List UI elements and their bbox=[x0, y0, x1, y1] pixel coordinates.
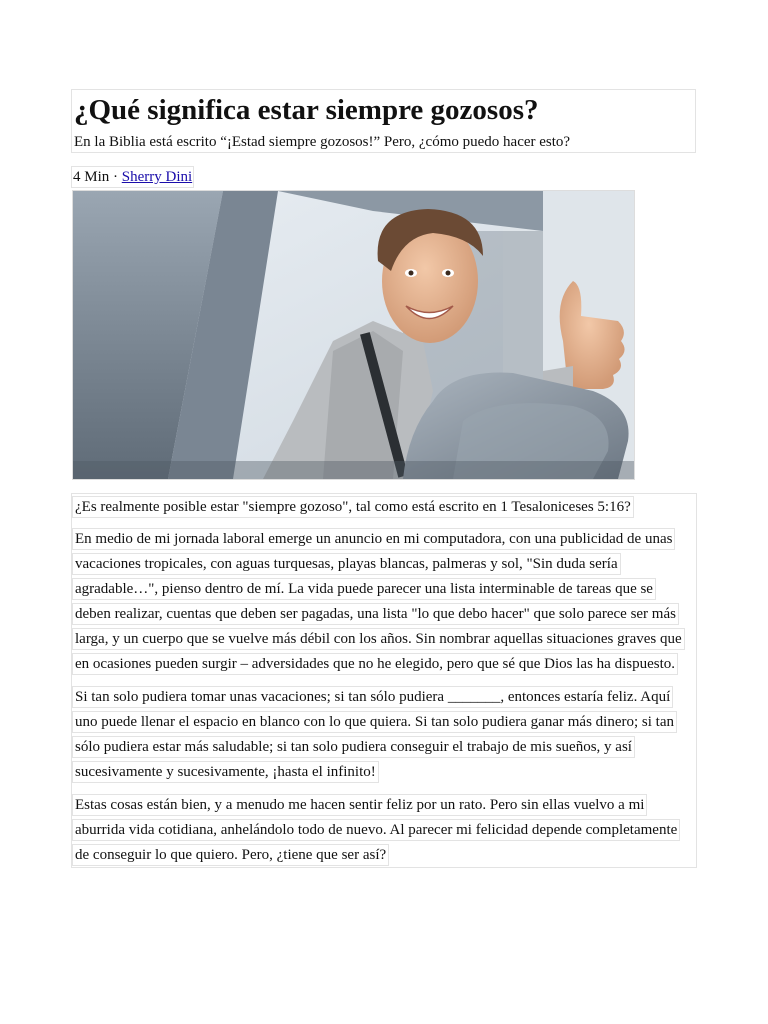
article-body bbox=[71, 493, 697, 868]
paragraph-line: agradable…", pienso dentro de mí. La vida puede parecer una lista interminable de tareas que se bbox=[72, 578, 656, 600]
hero-image bbox=[72, 190, 635, 480]
article-title: ¿Qué significa estar siempre gozosos? bbox=[74, 94, 539, 126]
author-link[interactable]: Sherry Dini bbox=[121, 169, 193, 185]
paragraph-line: En medio de mi jornada laboral emerge un anuncio en mi computadora, con una publicidad de unas bbox=[72, 528, 675, 550]
paragraph-line: sucesivamente y sucesivamente, ¡hasta el infinito! bbox=[72, 761, 379, 783]
paragraph-line: Si tan solo pudiera tomar unas vacaciones; si tan sólo pudiera _______, entonces estaría feliz. Aquí bbox=[72, 686, 673, 708]
paragraph-line: en ocasiones pueden surgir – adversidades que no he elegido, pero que sé que Dios las ha dispuesto. bbox=[72, 653, 678, 675]
paragraph-line: de conseguir lo que quiero. Pero, ¿tiene que ser así? bbox=[72, 844, 389, 866]
paragraph-line: larga, y un cuerpo que se vuelve más débil con los años. Sin nombrar aquellas situaciones graves que bbox=[72, 628, 685, 650]
paragraph-line: deben realizar, cuentas que deben ser pagadas, una lista "lo que debo hacer" que solo parece ser más bbox=[72, 603, 679, 625]
paragraph-line: aburrida vida cotidiana, anhelándolo todo de nuevo. Al parecer mi felicidad depende completamente bbox=[72, 819, 680, 841]
paragraph-line: uno puede llenar el espacio en blanco con lo que quiera. Si tan solo pudiera ganar más dinero; si tan bbox=[72, 711, 677, 733]
article-header bbox=[71, 89, 696, 153]
paragraph-line: sólo pudiera estar más saludable; si tan solo pudiera conseguir el trabajo de mis sueños, y así bbox=[72, 736, 635, 758]
paragraph-line: vacaciones tropicales, con aguas turquesas, playas blancas, palmeras y sol, "Sin duda sería bbox=[72, 553, 621, 575]
article-subtitle: En la Biblia está escrito “¡Estad siempre gozosos!” Pero, ¿cómo puedo hacer esto? bbox=[74, 134, 571, 150]
paragraph-line: ¿Es realmente posible estar "siempre gozoso", tal como está escrito en 1 Tesaloniceses 5:16? bbox=[72, 496, 634, 518]
paragraph-line: Estas cosas están bien, y a menudo me hacen sentir feliz por un rato. Pero sin ellas vuelvo a mi bbox=[72, 794, 647, 816]
photo-smiling-driver-thumbs-up bbox=[73, 191, 634, 479]
read-time: 4 Min · bbox=[73, 169, 122, 185]
article-meta bbox=[71, 166, 194, 188]
